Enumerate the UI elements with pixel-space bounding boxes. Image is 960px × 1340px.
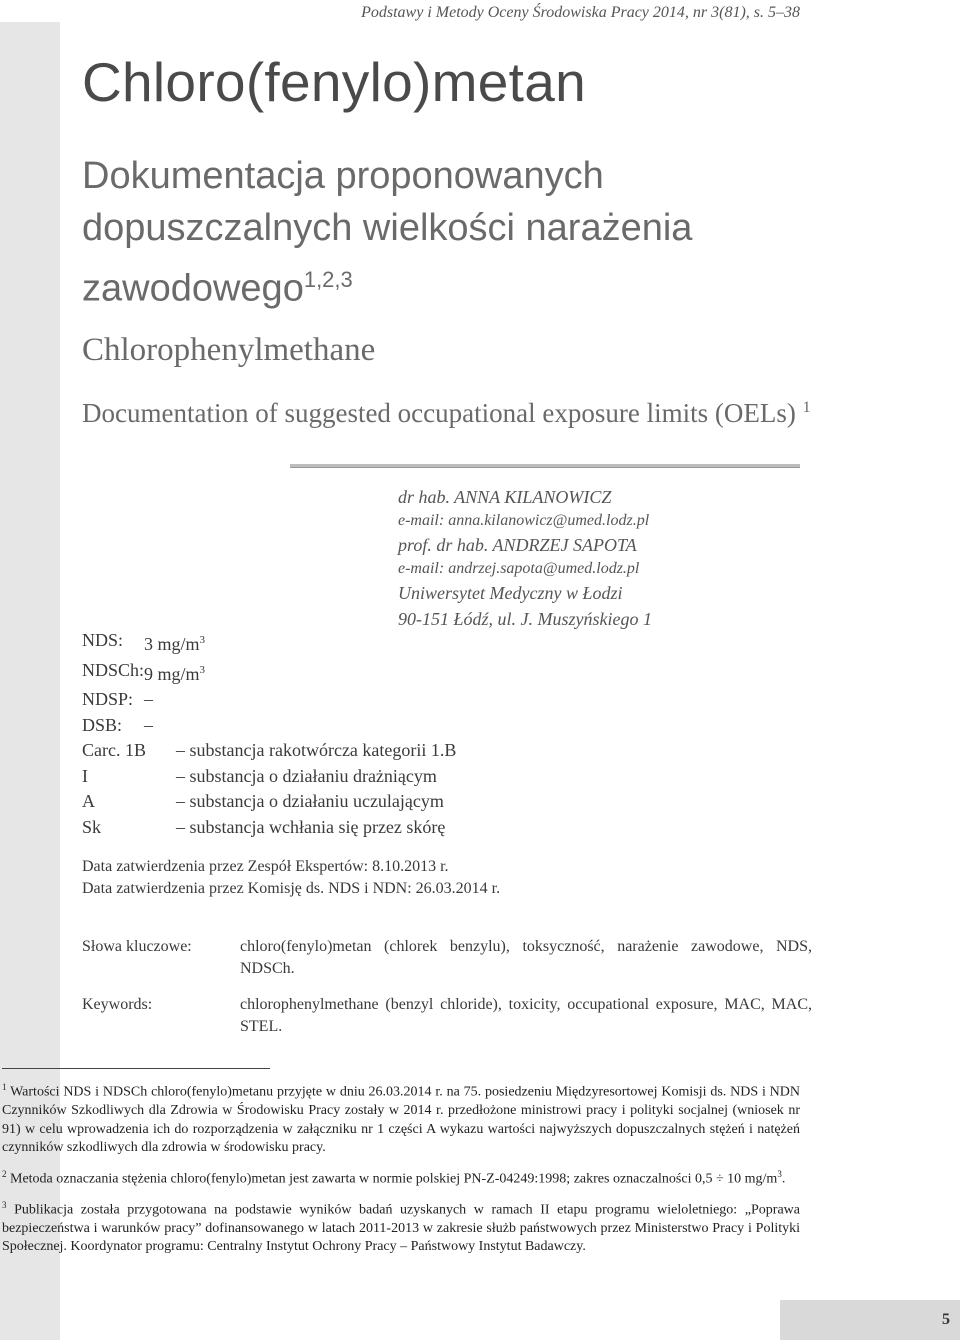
institution: Uniwersytet Medyczny w Łodzi — [398, 583, 623, 603]
nds-value-sup: 3 — [199, 634, 206, 646]
notation-code: Sk — [82, 816, 102, 837]
footnote-2-text: Metoda oznaczania stężenia chloro(fenylo)metan jest zawarta w normie polskiej PN-Z-04249:1998; zakres oznaczalności 0,5 ÷ 10 mg/m — [6, 1171, 778, 1187]
english-subtitle — [82, 388, 842, 433]
footnote-3-number: 3 — [2, 1199, 7, 1210]
approval-dates — [82, 856, 500, 900]
dsb-label: DSB: — [82, 714, 123, 735]
article-title: Chloro(fenylo)metan — [82, 51, 586, 113]
keywords-en-label: Keywords: — [82, 996, 153, 1013]
nds-value-text: 3 mg/m — [144, 634, 200, 654]
notation-desc: – substancja o działaniu drażniącym — [176, 765, 437, 786]
footnote-2 — [2, 1165, 800, 1189]
ndsp-value: – — [144, 689, 153, 709]
journal-header: Podstawy i Metody Oceny Środowiska Pracy 2014, nr 3(81), s. 5–38 — [361, 4, 800, 21]
footnotes — [2, 1078, 800, 1264]
article-subtitle — [82, 150, 802, 315]
footnote-2-sup: 3 — [777, 1168, 782, 1179]
author2-email[interactable]: e-mail: andrzej.sapota@umed.lodz.pl — [398, 560, 640, 577]
author1-email[interactable]: e-mail: anna.kilanowicz@umed.lodz.pl — [398, 512, 650, 529]
notation-row — [82, 764, 456, 790]
notation-desc: – substancja rakotwórcza kategorii 1.B — [176, 740, 457, 760]
ndsch-value-sup: 3 — [199, 663, 206, 676]
author-block — [398, 484, 652, 632]
keywords-pl-text: chloro(fenylo)metan (chlorek benzylu), toksyczność, narażenie zawodowe, NDS, NDSCh. — [240, 938, 812, 977]
keywords-pl-label: Słowa kluczowe: — [82, 938, 192, 955]
author1-name: dr hab. ANNA KILANOWICZ — [398, 487, 612, 507]
author2-name: prof. dr hab. ANDRZEJ SAPOTA — [398, 535, 637, 555]
english-subtitle-text: Documentation of suggested occupational exposure limits (OELs) — [82, 398, 796, 428]
english-title: Chlorophenylmethane — [82, 332, 376, 368]
ndsp-row — [82, 687, 456, 713]
page-number-box — [780, 1300, 960, 1340]
keywords-block — [82, 936, 812, 1052]
keywords-pl-row — [82, 936, 812, 980]
page-number: 5 — [942, 1311, 950, 1328]
footnote-3-text: Publikacja została przygotowana na podstawie wyników badań uzyskanych w ramach II etapu programu wieloletniego: „Poprawa bezpieczeństwa i warunków pracy” dofinansowanego w latach 2011-2013 w zakresie służb państwowych przez Ministerstwo Pracy i Polityki Społecznej. Koordynator programu: Centralny Instytut Ochrony Pracy – Państwowy Instytut Badawczy. — [2, 1202, 800, 1255]
notation-code: Carc. 1B — [82, 740, 146, 760]
footnote-2-number: 2 — [2, 1168, 7, 1179]
ndsch-value — [144, 658, 205, 688]
nds-row — [82, 628, 456, 658]
experts-approval-date: Data zatwierdzenia przez Zespół Ekspertów: 8.10.2013 r. — [82, 858, 449, 875]
notation-code: I — [82, 765, 88, 786]
notation-desc: – substancja o działaniu uczulającym — [176, 791, 444, 811]
footnote-3 — [2, 1196, 800, 1257]
footnote-1 — [2, 1078, 800, 1158]
dsb-value: – — [144, 714, 153, 735]
ndsch-row — [82, 658, 456, 688]
dsb-row — [82, 713, 456, 739]
keywords-en-row — [82, 994, 812, 1038]
notation-row — [82, 789, 456, 815]
footnote-1-text: Wartości NDS i NDSCh chloro(fenylo)metanu przyjęte w dniu 26.03.2014 r. na 75. posiedzeniu Międzyresortowej Komisji ds. NDS i NDN Czynników Szkodliwych dla Zdrowia w Środowisku Pracy zostały w 2014 r. przedłożone ministrowi pracy i polityki socjalnej (wniosek nr 91) w celu wprowadzenia ich do rozporządzenia w załączniku nr 1 części A wykazu wartości najwyższych dopuszczalnych stężeń i natężeń czynników szkodliwych dla zdrowia w środowisku pracy. — [2, 1084, 800, 1156]
english-subtitle-footnote-mark: 1 — [802, 399, 811, 416]
subtitle-footnote-marks: 1,2,3 — [303, 267, 353, 292]
ndsch-value-text: 9 mg/m — [144, 663, 200, 684]
notation-row — [82, 738, 456, 764]
exposure-limits — [82, 628, 456, 840]
ndsch-label: NDSCh: — [82, 659, 145, 680]
ndsp-label: NDSP: — [82, 689, 134, 709]
footnote-2-end: . — [781, 1171, 786, 1187]
institution-address: 90-151 Łódź, ul. J. Muszyńskiego 1 — [398, 609, 652, 629]
notation-desc: – substancja wchłania się przez skórę — [176, 816, 446, 837]
keywords-en-text: chlorophenylmethane (benzyl chloride), toxicity, occupational exposure, MAC, MAC, STEL. — [240, 996, 812, 1035]
commission-approval-date: Data zatwierdzenia przez Komisję ds. NDS i NDN: 26.03.2014 r. — [82, 880, 501, 897]
notation-code: A — [82, 791, 95, 811]
footnote-1-number: 1 — [2, 1082, 7, 1092]
title-divider — [290, 464, 800, 468]
subtitle-text: Dokumentacja proponowanych dopuszczalnych wielkości narażenia zawodowego — [82, 155, 693, 310]
footnote-divider — [2, 1068, 270, 1069]
notation-row — [82, 815, 456, 841]
nds-value — [144, 628, 205, 658]
nds-label: NDS: — [82, 630, 124, 650]
